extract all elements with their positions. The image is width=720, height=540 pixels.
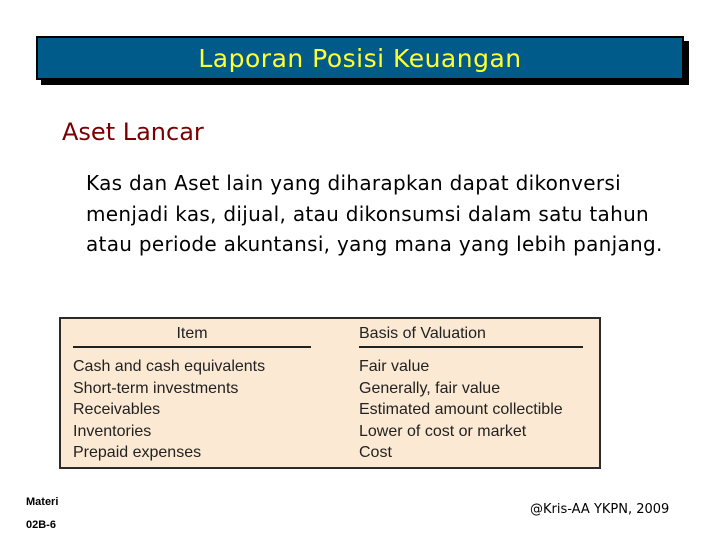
valuation-table [59, 317, 601, 469]
table-cell: Receivables [73, 401, 161, 418]
slide-title: Laporan Posisi Keuangan [198, 43, 522, 73]
definition-text: Kas dan Aset lain yang diharapkan dapat dikonversi menjadi kas, dijual, atau dikonsumsi dalam satu tahun atau periode akuntansi, yang mana yang lebih panjang. [86, 171, 663, 256]
table-cell: Short-term investments [73, 379, 239, 397]
column-header-valuation: Basis of Valuation [359, 325, 583, 348]
table-cell: Estimated amount collectible [359, 401, 563, 418]
footer-label: Materi [26, 496, 59, 508]
table-cell: Cost [359, 444, 392, 461]
section-heading: Aset Lancar [62, 118, 204, 146]
valuation-column [359, 325, 583, 464]
column-header-item: Item [73, 325, 311, 348]
table-cell: Lower of cost or market [359, 422, 527, 440]
copyright: @Kris-AA YKPN, 2009 [530, 502, 670, 517]
title-bar [36, 36, 684, 80]
item-column [73, 325, 311, 464]
table-cell: Generally, fair value [359, 379, 501, 397]
table-cell: Inventories [73, 422, 152, 440]
table-cell: Cash and cash equivalents [73, 358, 266, 375]
table-cell: Prepaid expenses [73, 444, 202, 461]
table-cell: Fair value [359, 358, 430, 375]
slide-code: 02B-6 [26, 519, 56, 531]
